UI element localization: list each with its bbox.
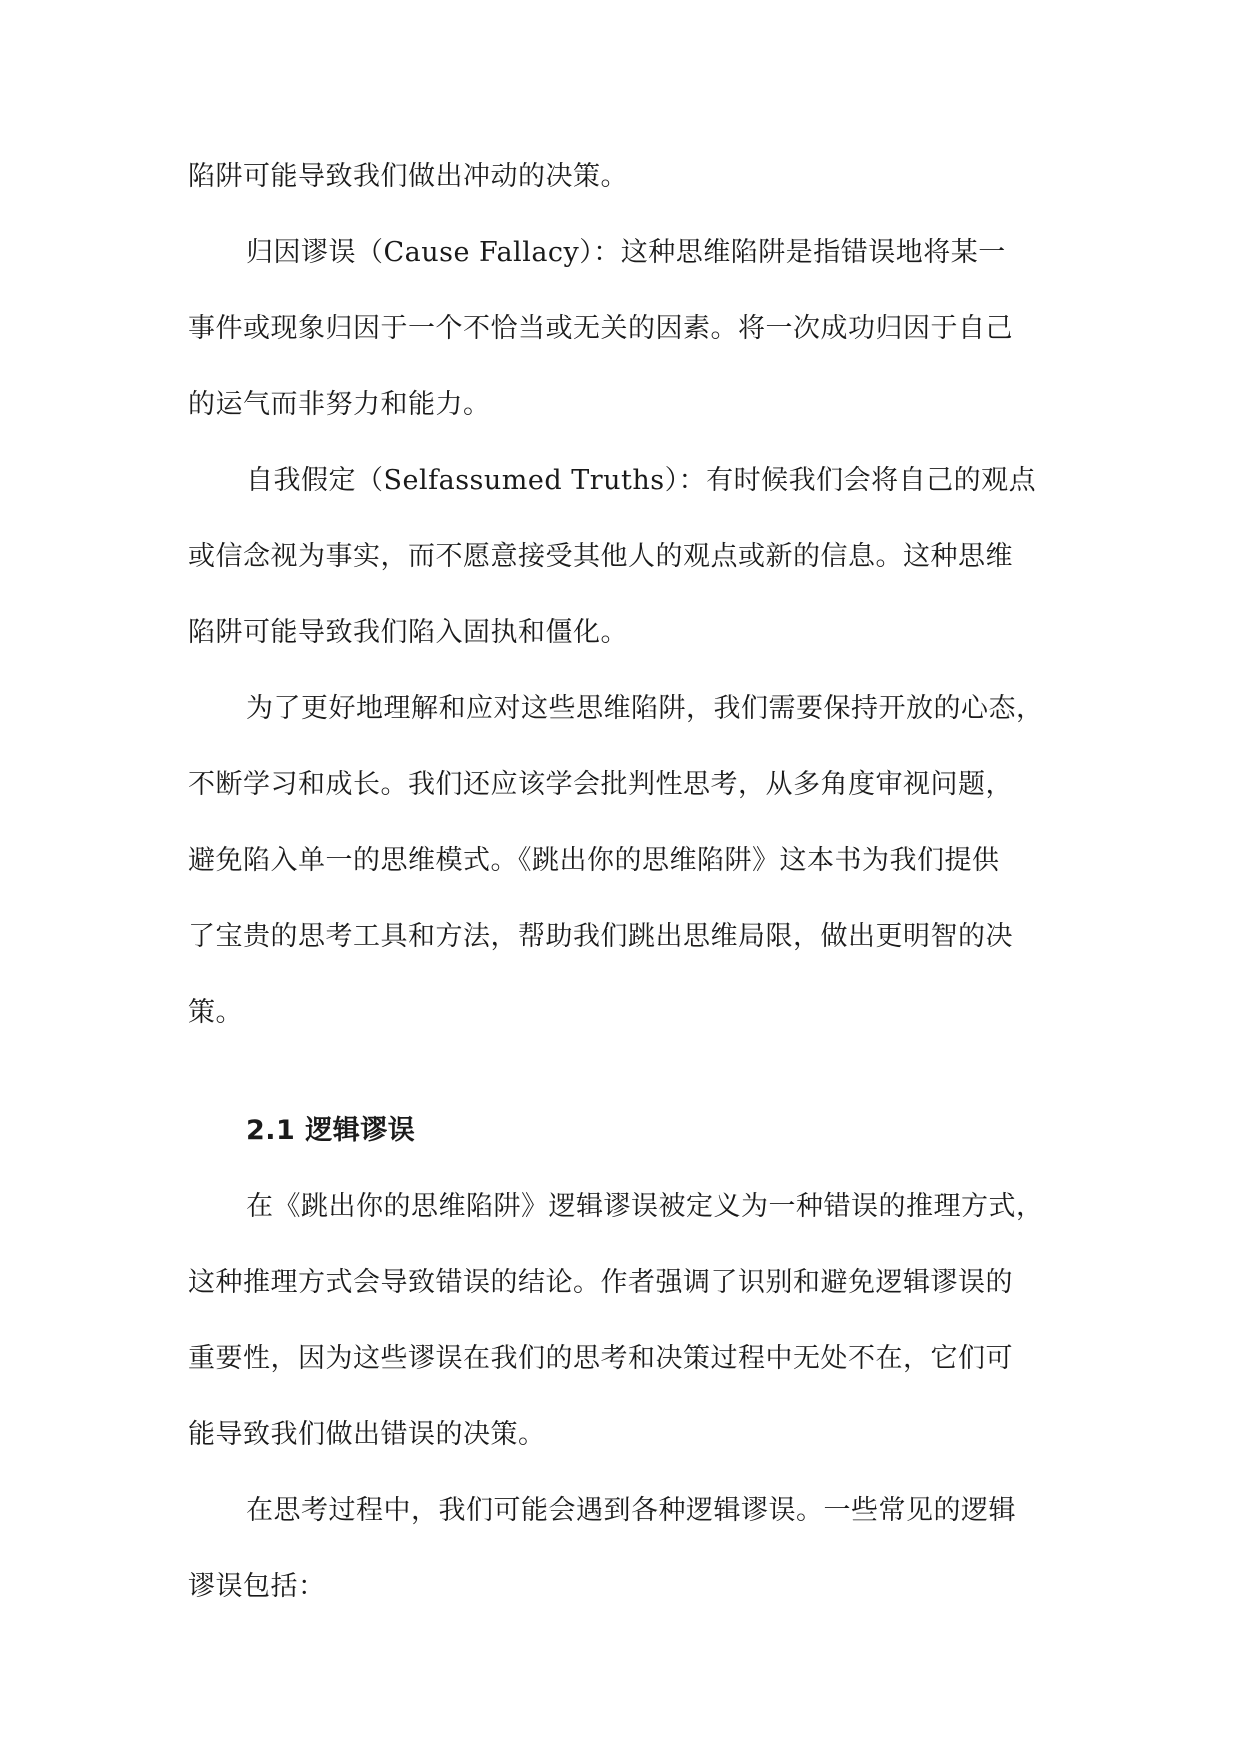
- section-heading: 2.1 逻辑谬误: [246, 1115, 416, 1146]
- paragraph-line: 谬误包括：: [188, 1571, 326, 1602]
- document-body: [188, 139, 1054, 1625]
- paragraph-line: 陷阱可能导致我们做出冲动的决策。: [188, 161, 628, 192]
- paragraph-line: 了宝贵的思考工具和方法，帮助我们跳出思维局限，做出更明智的决: [188, 921, 1013, 952]
- paragraph-line: 不断学习和成长。我们还应该学会批判性思考，从多角度审视问题，: [188, 769, 1013, 800]
- section-spacer: [188, 1051, 1054, 1093]
- paragraph-line: 这种推理方式会导致错误的结论。作者强调了识别和避免逻辑谬误的: [188, 1267, 1013, 1298]
- paragraph-line: 自我假定（Selfassumed Truths）：有时候我们会将自己的观点: [246, 465, 1037, 496]
- paragraph-line: 在《跳出你的思维陷阱》逻辑谬误被定义为一种错误的推理方式，: [246, 1191, 1044, 1222]
- paragraph-line: 陷阱可能导致我们陷入固执和僵化。: [188, 617, 628, 648]
- paragraph-line: 重要性，因为这些谬误在我们的思考和决策过程中无处不在，它们可: [188, 1343, 1013, 1374]
- paragraph-line: 为了更好地理解和应对这些思维陷阱，我们需要保持开放的心态，: [246, 693, 1044, 724]
- paragraph-line: 能导致我们做出错误的决策。: [188, 1419, 546, 1450]
- paragraph-line: 避免陷入单一的思维模式。《跳出你的思维陷阱》这本书为我们提供: [188, 845, 1000, 876]
- paragraph-line: 或信念视为事实，而不愿意接受其他人的观点或新的信息。这种思维: [188, 541, 1013, 572]
- paragraph-line: 归因谬误（Cause Fallacy）：这种思维陷阱是指错误地将某一: [246, 237, 1006, 268]
- paragraph-line: 事件或现象归因于一个不恰当或无关的因素。将一次成功归因于自己: [188, 313, 1013, 344]
- paragraph-line: 的运气而非努力和能力。: [188, 389, 491, 420]
- paragraph-line: 在思考过程中，我们可能会遇到各种逻辑谬误。一些常见的逻辑: [246, 1495, 1016, 1526]
- paragraph-line: 策。: [188, 997, 243, 1028]
